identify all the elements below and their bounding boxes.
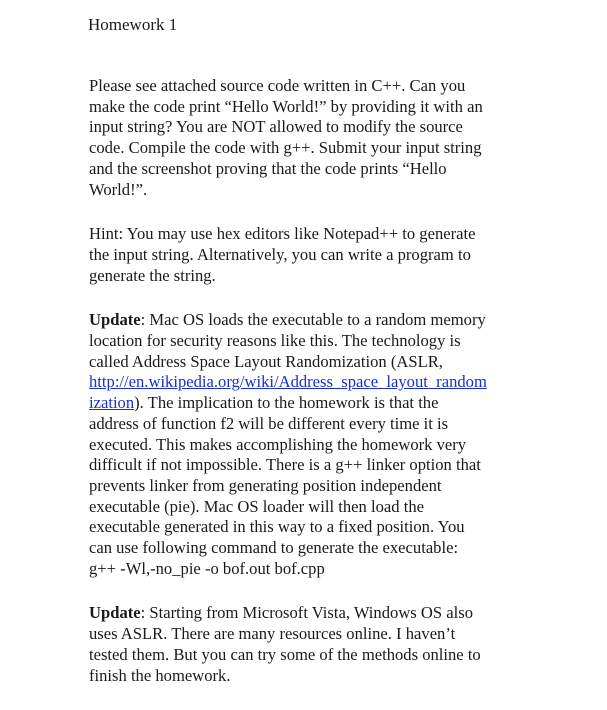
compile-command: g++ -Wl,-no_pie -o bof.out bof.cpp xyxy=(89,558,325,578)
text-line: location for security reasons like this. The technology is xyxy=(89,331,461,351)
text-line: difficult if not impossible. There is a g++ linker option that xyxy=(89,455,481,475)
text-line xyxy=(89,393,529,414)
text-line: uses ASLR. There are many resources online. I haven’t xyxy=(89,624,456,644)
text-line xyxy=(89,603,529,624)
paragraph-hint xyxy=(89,224,529,286)
text-line: World!”. xyxy=(89,179,148,199)
text-line: Please see attached source code written in C++. Can you xyxy=(89,76,466,95)
text-line: code. Compile the code with g++. Submit your input string xyxy=(89,138,482,158)
text-line xyxy=(89,310,529,331)
text-segment: : Mac OS loads the executable to a random memory xyxy=(140,310,486,330)
aslr-wikipedia-link-continued[interactable]: ization xyxy=(89,393,135,413)
text-line: can use following command to generate the executable: xyxy=(89,538,459,558)
text-line: executable generated in this way to a fixed position. You xyxy=(89,517,465,537)
text-line: executable (pie). Mac OS loader will then load the xyxy=(89,496,424,516)
text-line: called Address Space Layout Randomization (ASLR, xyxy=(89,351,443,371)
text-line: prevents linker from generating position independent xyxy=(89,475,442,495)
paragraph-instructions xyxy=(89,76,529,200)
text-segment: : Starting from Microsoft Vista, Windows OS also xyxy=(140,603,473,623)
text-line: generate the string. xyxy=(89,265,216,285)
text-line: input string? You are NOT allowed to modify the source xyxy=(89,117,463,137)
paragraph-update-windows xyxy=(89,603,529,686)
text-line: executed. This makes accomplishing the homework very xyxy=(89,434,467,454)
aslr-wikipedia-link[interactable]: http://en.wikipedia.org/wiki/Address_space_layout_random xyxy=(89,372,487,392)
text-segment: ). The implication to the homework is that the xyxy=(134,393,439,413)
text-line: tested them. But you can try some of the methods online to xyxy=(89,644,481,664)
update-label: Update xyxy=(89,310,141,330)
text-line: and the screenshot proving that the code prints “Hello xyxy=(89,158,447,178)
update-label: Update xyxy=(89,603,141,623)
paragraph-update-macos xyxy=(89,310,529,579)
document-body xyxy=(89,76,529,710)
text-line: address of function f2 will be different every time it is xyxy=(89,413,449,433)
text-line: finish the homework. xyxy=(89,665,231,685)
page-title: Homework 1 xyxy=(88,15,178,34)
text-line: make the code print “Hello World!” by providing it with an xyxy=(89,96,483,116)
text-line: the input string. Alternatively, you can write a program to xyxy=(89,244,471,264)
text-line xyxy=(89,372,529,393)
text-line: Hint: You may use hex editors like Notepad++ to generate xyxy=(89,224,476,244)
